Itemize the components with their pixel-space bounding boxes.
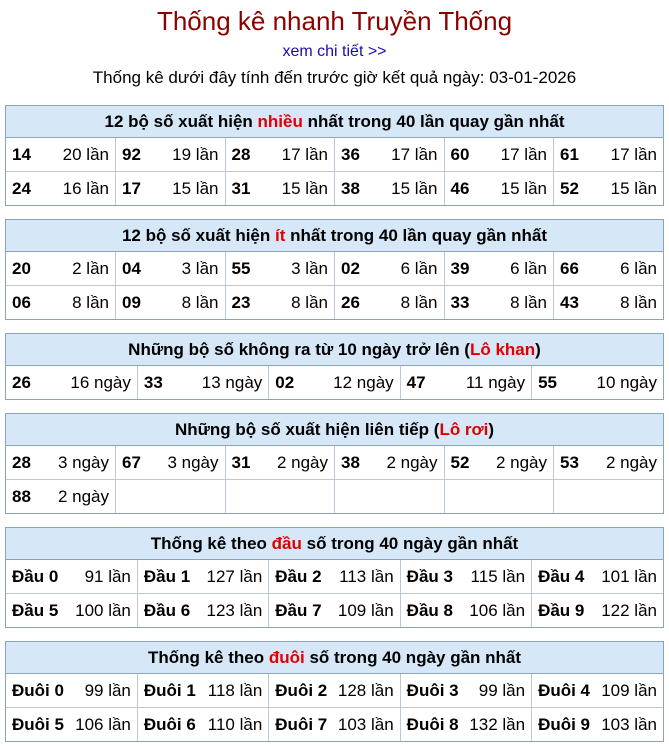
- stat-count: 132 lần: [469, 714, 526, 734]
- stat-count: 15 lần: [281, 178, 328, 198]
- stat-cell: [532, 560, 663, 594]
- stat-count: 127 lần: [206, 566, 263, 586]
- stat-count: 2 ngày: [276, 452, 328, 472]
- stat-key: 26: [341, 292, 360, 312]
- stat-key: 38: [341, 452, 360, 472]
- stat-cell: [554, 138, 664, 172]
- stat-count: 106 lần: [75, 714, 131, 734]
- stat-count: 103 lần: [601, 714, 657, 734]
- stat-cell: [400, 594, 531, 628]
- stat-cell: [6, 138, 116, 172]
- stat-cell: [269, 708, 400, 742]
- most-frequent-section: [5, 105, 664, 206]
- stat-key: Đuôi 3: [406, 680, 459, 700]
- stat-count: 2 ngày: [605, 452, 657, 472]
- stat-cell: [225, 252, 335, 286]
- stat-count: 91 lần: [84, 566, 131, 586]
- stat-key: Đầu 7: [275, 600, 322, 620]
- stat-count: 8 lần: [181, 292, 219, 312]
- stat-key: Đầu 4: [538, 566, 585, 586]
- page-subtitle: Thống kê dưới đây tính đến trước giờ kết quả ngày: 03-01-2026: [92, 68, 577, 87]
- stat-count: 15 lần: [172, 178, 219, 198]
- stat-key: Đuôi 6: [143, 714, 196, 734]
- header-text: nhất trong 40 lần quay gần nhất: [302, 112, 565, 131]
- header-text: 12 bộ số xuất hiện: [104, 112, 258, 131]
- head-digit-section: [5, 527, 664, 628]
- stat-key: 88: [12, 486, 31, 506]
- stat-cell: [116, 286, 226, 320]
- table-row: [6, 172, 663, 206]
- stat-count: 8 lần: [72, 292, 109, 312]
- stat-cell: [335, 446, 445, 480]
- stat-cell: [335, 252, 445, 286]
- section-header: [6, 528, 663, 560]
- section-header: [6, 414, 663, 446]
- stat-key: Đầu 6: [143, 600, 191, 620]
- stat-cell: [444, 138, 554, 172]
- stat-cell: [6, 446, 116, 480]
- stat-key: Đầu 2: [275, 566, 322, 586]
- stat-key: 39: [450, 258, 470, 278]
- stat-cell: [444, 446, 554, 480]
- stat-count: 6 lần: [400, 258, 438, 278]
- stat-key: 52: [450, 452, 470, 472]
- stat-count: 15 lần: [610, 178, 657, 198]
- stat-key: Đầu 3: [406, 566, 453, 586]
- section-header: [6, 106, 663, 138]
- stat-count: 3 ngày: [167, 452, 219, 472]
- stat-cell: [225, 172, 335, 206]
- section-header: [6, 220, 663, 252]
- header-highlight: nhiều: [257, 112, 303, 131]
- stat-count: 103 lần: [337, 714, 394, 734]
- stat-count: 2 lần: [72, 258, 109, 278]
- table-row: [6, 480, 663, 514]
- stat-key: 20: [12, 258, 31, 278]
- stat-cell: [532, 674, 663, 708]
- stat-key: 38: [341, 178, 360, 198]
- stat-key: 06: [12, 292, 31, 312]
- view-details-link[interactable]: xem chi tiết >>: [282, 43, 387, 60]
- table-row: [6, 594, 663, 628]
- stat-count: 17 lần: [391, 144, 438, 164]
- stat-cell: [137, 366, 268, 399]
- stat-key: 28: [12, 452, 31, 472]
- stat-key: 33: [450, 292, 470, 312]
- stat-key: 43: [560, 292, 579, 312]
- lo-khan-section: [5, 333, 664, 400]
- stat-count: 16 ngày: [70, 372, 131, 392]
- stat-cell: [6, 366, 137, 399]
- stat-cell: [335, 138, 445, 172]
- table-row: [6, 708, 663, 742]
- stat-cell: [554, 286, 664, 320]
- header-text: nhất trong 40 lần quay gần nhất: [285, 226, 548, 245]
- stat-cell: [6, 172, 116, 206]
- stat-key: 67: [122, 452, 141, 472]
- stat-count: 15 lần: [391, 178, 438, 198]
- table-row: [6, 366, 663, 399]
- stat-cell: [269, 366, 400, 399]
- stat-count: 11 ngày: [465, 372, 526, 392]
- stat-key: Đuôi 5: [12, 714, 64, 734]
- stat-count: 109 lần: [601, 680, 657, 700]
- stat-key: 47: [406, 372, 426, 392]
- stat-key: 31: [231, 452, 251, 472]
- stat-count: 17 lần: [281, 144, 328, 164]
- stat-key: 61: [560, 144, 579, 164]
- header-highlight: Lô rơi: [439, 420, 489, 439]
- tail-digit-section: [5, 641, 664, 742]
- stat-cell: [225, 446, 335, 480]
- stat-count: 123 lần: [206, 600, 263, 620]
- stat-count: 8 lần: [291, 292, 328, 312]
- stat-count: 99 lần: [84, 680, 131, 700]
- stat-key: 92: [122, 144, 141, 164]
- stat-key: 55: [538, 372, 557, 392]
- page-title: Thống kê nhanh Truyền Thống: [156, 6, 513, 36]
- stat-cell: [335, 480, 445, 514]
- stat-key: 31: [231, 178, 251, 198]
- stat-cell: [444, 286, 554, 320]
- header-highlight: Lô khan: [469, 340, 536, 359]
- stat-count: 110 lần: [207, 714, 263, 734]
- header-text: số trong 40 ngày gần nhất: [301, 534, 519, 553]
- stat-count: 17 lần: [500, 144, 547, 164]
- stat-key: Đầu 8: [406, 600, 453, 620]
- stat-count: 106 lần: [469, 600, 526, 620]
- stat-key: Đuôi 1: [143, 680, 196, 700]
- lo-roi-section: [5, 413, 664, 514]
- stat-cell: [335, 172, 445, 206]
- stats-table: [6, 446, 663, 513]
- stat-count: 128 lần: [337, 680, 394, 700]
- stat-count: 109 lần: [337, 600, 394, 620]
- stat-count: 115 lần: [470, 566, 526, 586]
- stat-key: 23: [231, 292, 251, 312]
- stat-cell: [444, 480, 554, 514]
- stat-key: Đuôi 7: [275, 714, 328, 734]
- stat-count: 2 ngày: [495, 452, 547, 472]
- section-header: [6, 334, 663, 366]
- stat-cell: [225, 138, 335, 172]
- stat-key: Đầu 1: [143, 566, 191, 586]
- table-row: [6, 286, 663, 320]
- stat-count: 6 lần: [620, 258, 657, 278]
- table-row: [6, 252, 663, 286]
- stat-count: 118 lần: [207, 680, 263, 700]
- stats-table: [6, 560, 663, 627]
- stat-cell: [116, 252, 226, 286]
- stat-count: 113 lần: [339, 566, 394, 586]
- stat-cell: [6, 560, 137, 594]
- stat-cell: [532, 594, 663, 628]
- stat-cell: [554, 172, 664, 206]
- stat-count: 100 lần: [75, 600, 131, 620]
- stat-key: 14: [12, 144, 31, 164]
- header-text: số trong 40 ngày gần nhất: [304, 648, 522, 667]
- stats-table: [6, 138, 663, 205]
- stat-key: Đuôi 8: [406, 714, 459, 734]
- stats-table: [6, 674, 663, 741]
- stat-cell: [400, 560, 531, 594]
- stat-key: 02: [275, 372, 295, 392]
- stat-cell: [269, 560, 400, 594]
- header-highlight: đuôi: [268, 648, 305, 667]
- stat-cell: [137, 560, 268, 594]
- stat-cell: [532, 366, 663, 399]
- stat-cell: [225, 480, 335, 514]
- stat-count: 8 lần: [510, 292, 547, 312]
- stat-cell: [116, 446, 226, 480]
- stat-cell: [400, 674, 531, 708]
- stat-count: 20 lần: [62, 144, 109, 164]
- stat-key: 24: [12, 178, 31, 198]
- header-text: Những bộ số không ra từ 10 ngày trở lên (: [128, 340, 470, 359]
- stat-cell: [6, 708, 137, 742]
- stat-cell: [269, 594, 400, 628]
- stat-cell: [554, 446, 664, 480]
- stat-key: Đuôi 0: [12, 680, 64, 700]
- stat-key: 04: [122, 258, 141, 278]
- stat-key: Đuôi 4: [538, 680, 591, 700]
- stat-key: 33: [143, 372, 163, 392]
- stat-key: Đầu 0: [12, 566, 59, 586]
- stat-cell: [6, 594, 137, 628]
- stat-count: 2 ngày: [386, 452, 438, 472]
- header-highlight: ít: [275, 226, 286, 245]
- stat-count: 17 lần: [610, 144, 657, 164]
- stat-cell: [444, 172, 554, 206]
- stat-key: 66: [560, 258, 579, 278]
- table-row: [6, 674, 663, 708]
- stat-count: 12 ngày: [333, 372, 394, 392]
- stat-key: 17: [122, 178, 141, 198]
- stat-count: 101 lần: [601, 566, 657, 586]
- stat-count: 19 lần: [172, 144, 219, 164]
- header-text: Thống kê theo: [147, 648, 269, 667]
- stat-count: 10 ngày: [596, 372, 657, 392]
- stat-key: 26: [12, 372, 31, 392]
- stat-key: 09: [122, 292, 141, 312]
- stat-cell: [554, 480, 664, 514]
- section-header: [6, 642, 663, 674]
- stat-key: 02: [341, 258, 360, 278]
- stat-cell: [137, 594, 268, 628]
- stat-cell: [6, 480, 116, 514]
- least-frequent-section: [5, 219, 664, 320]
- table-row: [6, 560, 663, 594]
- stat-count: 3 ngày: [57, 452, 109, 472]
- stat-cell: [225, 286, 335, 320]
- stat-count: 122 lần: [601, 600, 657, 620]
- header-text: Thống kê theo: [150, 534, 272, 553]
- stat-count: 6 lần: [510, 258, 547, 278]
- header-text: ): [535, 340, 541, 359]
- stat-key: Đuôi 2: [275, 680, 328, 700]
- header-highlight: đầu: [271, 534, 302, 553]
- stat-cell: [335, 286, 445, 320]
- stat-count: 2 ngày: [57, 486, 109, 506]
- stat-cell: [116, 480, 226, 514]
- stat-cell: [400, 366, 531, 399]
- stat-key: Đuôi 9: [538, 714, 591, 734]
- header-text: Những bộ số xuất hiện liên tiếp (: [174, 420, 440, 439]
- stat-cell: [116, 172, 226, 206]
- stat-key: 52: [560, 178, 579, 198]
- stat-cell: [6, 286, 116, 320]
- stat-cell: [554, 252, 664, 286]
- stat-count: 99 lần: [478, 680, 526, 700]
- stat-count: 16 lần: [62, 178, 109, 198]
- stat-count: 8 lần: [400, 292, 438, 312]
- stat-cell: [269, 674, 400, 708]
- stat-cell: [6, 674, 137, 708]
- stat-count: 8 lần: [620, 292, 657, 312]
- stat-count: 3 lần: [291, 258, 328, 278]
- stat-key: 46: [450, 178, 470, 198]
- stats-table: [6, 366, 663, 399]
- stat-count: 15 lần: [500, 178, 547, 198]
- header-text: 12 bộ số xuất hiện: [121, 226, 275, 245]
- stat-key: 60: [450, 144, 470, 164]
- stat-count: 3 lần: [181, 258, 219, 278]
- stat-cell: [137, 708, 268, 742]
- stat-key: 28: [231, 144, 251, 164]
- stats-table: [6, 252, 663, 319]
- stat-cell: [137, 674, 268, 708]
- stat-key: 53: [560, 452, 579, 472]
- stat-cell: [444, 252, 554, 286]
- stat-key: Đầu 5: [12, 600, 59, 620]
- stat-key: Đầu 9: [538, 600, 585, 620]
- table-row: [6, 138, 663, 172]
- stat-cell: [6, 252, 116, 286]
- table-row: [6, 446, 663, 480]
- stat-cell: [116, 138, 226, 172]
- stat-key: 55: [231, 258, 251, 278]
- stat-cell: [400, 708, 531, 742]
- header-text: ): [488, 420, 495, 439]
- stat-cell: [532, 708, 663, 742]
- stat-count: 13 ngày: [201, 372, 263, 392]
- stat-key: 36: [341, 144, 360, 164]
